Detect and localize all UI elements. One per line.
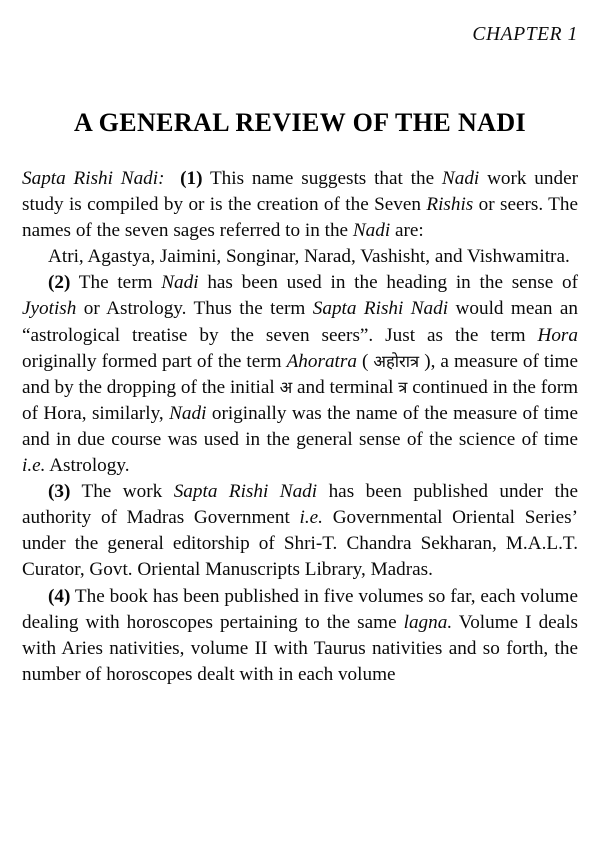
p2-segment-i: continued in the form of Hora, similarly, — [22, 376, 579, 424]
paragraph-number-2: (2) — [48, 272, 71, 294]
p4-segment-b: Volume I deals with Aries nativities, volume II with Taurus nativities and so forth, the number of horoscopes dealt with in each volume — [22, 611, 578, 685]
paragraph-1 — [22, 166, 578, 244]
p3-segment-a: The work — [70, 481, 174, 503]
p1-segment-a: This name suggests that the — [202, 168, 442, 189]
p2-italic-nadi-2: Nadi — [169, 402, 207, 424]
p2-segment-c: or Astrology. Thus the term — [76, 298, 313, 320]
p4-italic-lagna: lagna. — [403, 611, 453, 633]
paragraph-number-4: (4) — [48, 585, 71, 607]
p1-italic-rishis: Rishis — [426, 194, 474, 216]
paragraph-number-1: (1) — [180, 168, 203, 189]
p2-segment-e: originally formed part of the term — [22, 350, 287, 372]
p3-italic-sapta-rishi-nadi: Sapta Rishi Nadi — [173, 481, 318, 503]
p2-italic-nadi: Nadi — [161, 272, 199, 294]
p4-segment-a: The book has been published in five volumes so far, each volume dealing with horoscopes pertaining to the same — [22, 585, 578, 633]
p2-italic-hora: Hora — [537, 324, 578, 346]
paragraph-number-3: (3) — [48, 481, 71, 503]
devanagari-ahoratra: अहोरात्र — [373, 351, 420, 371]
p2-segment-a: The term — [70, 272, 162, 294]
body-text — [22, 166, 578, 688]
lead-label-sapta-rishi-nadi: Sapta Rishi Nadi: — [22, 168, 165, 189]
p1-segment-b: work under study is compiled by or is the creation of the Seven — [22, 168, 578, 216]
p2-italic-sapta-rishi-nadi: Sapta Rishi Nadi — [312, 298, 449, 320]
p2-segment-j: originally was the name of the measure of time and in due course was used in the general sense of the science of time — [22, 402, 578, 450]
paragraph-3 — [22, 479, 578, 583]
p3-segment-b: has been published under the authority of Madras Government — [22, 481, 578, 529]
p3-segment-c: Governmental Oriental Series’ under the general editorship of Shri-T. Chandra Sekharan, M.A.L.T. Curator, Govt. Oriental Manuscripts Library, Madras. — [22, 507, 578, 581]
page-title: A GENERAL REVIEW OF THE NADI — [73, 108, 527, 138]
p2-italic-jyotish: Jyotish — [22, 298, 77, 320]
p2-italic-ie: i.e. — [22, 455, 46, 477]
p2-segment-k: Astrology. — [45, 455, 130, 477]
p2-italic-ahoratra: Ahoratra — [286, 350, 357, 372]
paragraph-sages-list: Atri, Agastya, Jaimini, Songinar, Narad, Vashisht, and Vishwamitra. — [48, 246, 570, 268]
p3-italic-ie: i.e. — [299, 507, 323, 529]
devanagari-letter-tra: त्र — [398, 377, 408, 397]
p1-italic-nadi: Nadi — [441, 168, 480, 189]
devanagari-letter-a: अ — [279, 377, 293, 397]
running-head-chapter: CHAPTER 1 — [472, 24, 578, 45]
p1-segment-c: or seers. The names of the seven sages referred to in the — [22, 194, 578, 242]
p2-segment-g: ), a measure of time and by the dropping of the initial — [22, 350, 578, 398]
paragraph-4 — [22, 584, 578, 688]
paragraph-2 — [22, 270, 578, 479]
p2-segment-d: would mean an “astrological treatise by the seven seers”. Just as the term — [22, 298, 578, 346]
p1-segment-d: are: — [390, 220, 424, 242]
p2-segment-b: has been used in the heading in the sense of — [198, 272, 578, 294]
p2-segment-h: and terminal — [292, 376, 399, 398]
p2-segment-f: ( — [356, 350, 374, 372]
p1-italic-nadi-2: Nadi — [352, 220, 391, 242]
